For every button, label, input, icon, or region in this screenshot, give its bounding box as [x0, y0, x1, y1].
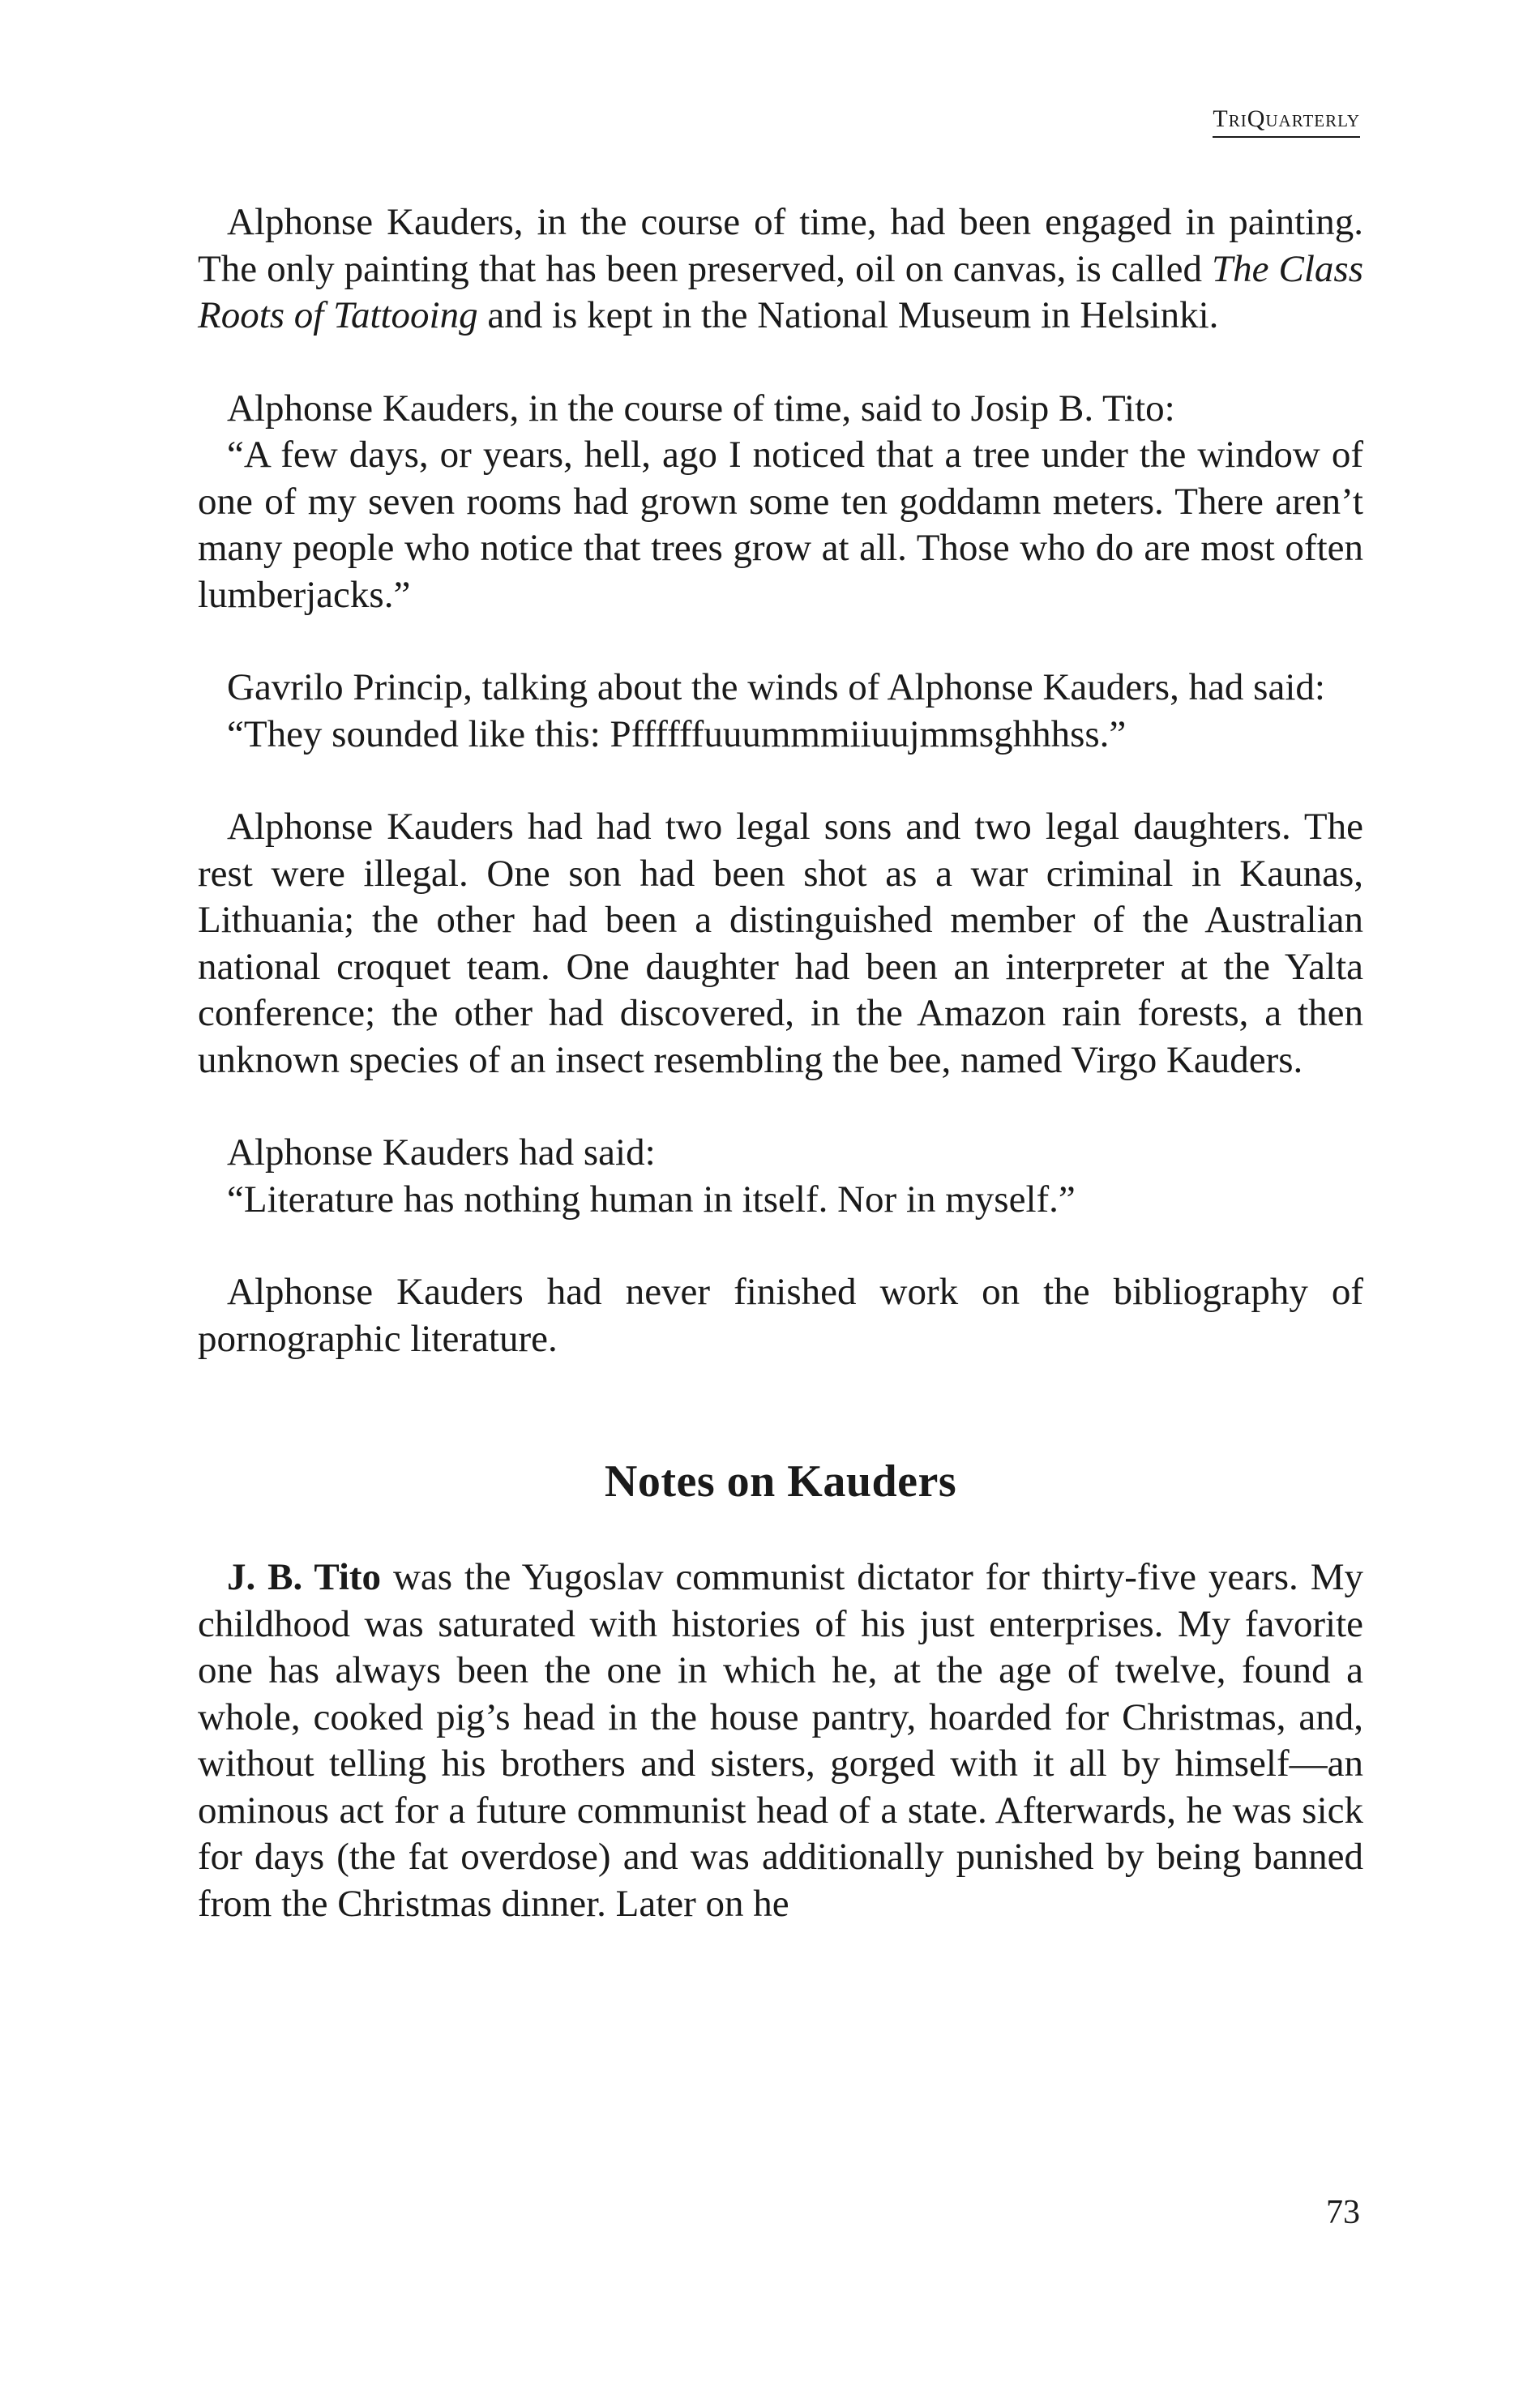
running-head: TriQuarterly [1213, 105, 1360, 138]
page-body [198, 199, 1363, 1973]
note-tito [198, 1554, 1363, 1927]
paragraph-tito-intro: Alphonse Kauders, in the course of time, said to Josip B. Tito: [227, 387, 1175, 430]
paragraph-bibliography: Alphonse Kauders had never finished work on the bibliography of pornographic literature. [198, 1271, 1363, 1360]
note-term: J. B. Tito [227, 1556, 382, 1598]
paragraph-children: Alphonse Kauders had had two legal sons and two legal daughters. The rest were illegal. One son had been shot as a war criminal in Kaunas, Lithuania; the other had been a distinguished member of the Australian national croquet team. One daughter had been an interpreter at the Yalta conference; the other had discovered, in the Amazon rain forests, a then unknown species of an insect resembling the bee, named Virgo Kauders. [198, 806, 1363, 1081]
section-heading: Notes on Kauders [604, 1456, 957, 1507]
paragraph-painting-text-a: Alphonse Kauders, in the course of time, had been engaged in painting. The only painting that has been preserved, oil on canvas, is called [198, 201, 1363, 290]
paragraph-princip-intro: Gavrilo Princip, talking about the winds of Alphonse Kauders, had said: [227, 666, 1325, 708]
paragraph-painting-text-b: and is kept in the National Museum in Helsinki. [477, 294, 1219, 336]
quote-tree: “A few days, or years, hell, ago I noticed that a tree under the window of one of my seven rooms had grown some ten goddamn meters. There aren’t many people who notice that trees grow at all. Those who do are most often lumberjacks.” [198, 434, 1363, 616]
quote-literature: “Literature has nothing human in itself. Nor in myself.” [227, 1178, 1076, 1221]
painting-title: The Class Roots of Tattooing [198, 247, 1363, 336]
paragraph-painting [198, 199, 1363, 340]
paragraph-literature-intro: Alphonse Kauders had said: [227, 1131, 656, 1174]
quote-winds: “They sounded like this: Pffffffuuummmiiuujmmsghhhss.” [227, 712, 1127, 755]
page-number: 73 [1326, 2194, 1360, 2231]
note-text: was the Yugoslav communist dictator for thirty-five years. My childhood was saturated with histories of his just enterprises. My favorite one has always been the one in which he, at the age of twelve, found a whole, cooked pig’s head in the house pantry, hoarded for Christmas, and, without telling his brothers and sisters, gorged with it all by himself—an ominous act for a future communist head of a state. Afterwards, he was sick for days (the fat overdose) and was additionally punished by being banned from the Christmas dinner. Later on he [198, 1556, 1363, 1925]
